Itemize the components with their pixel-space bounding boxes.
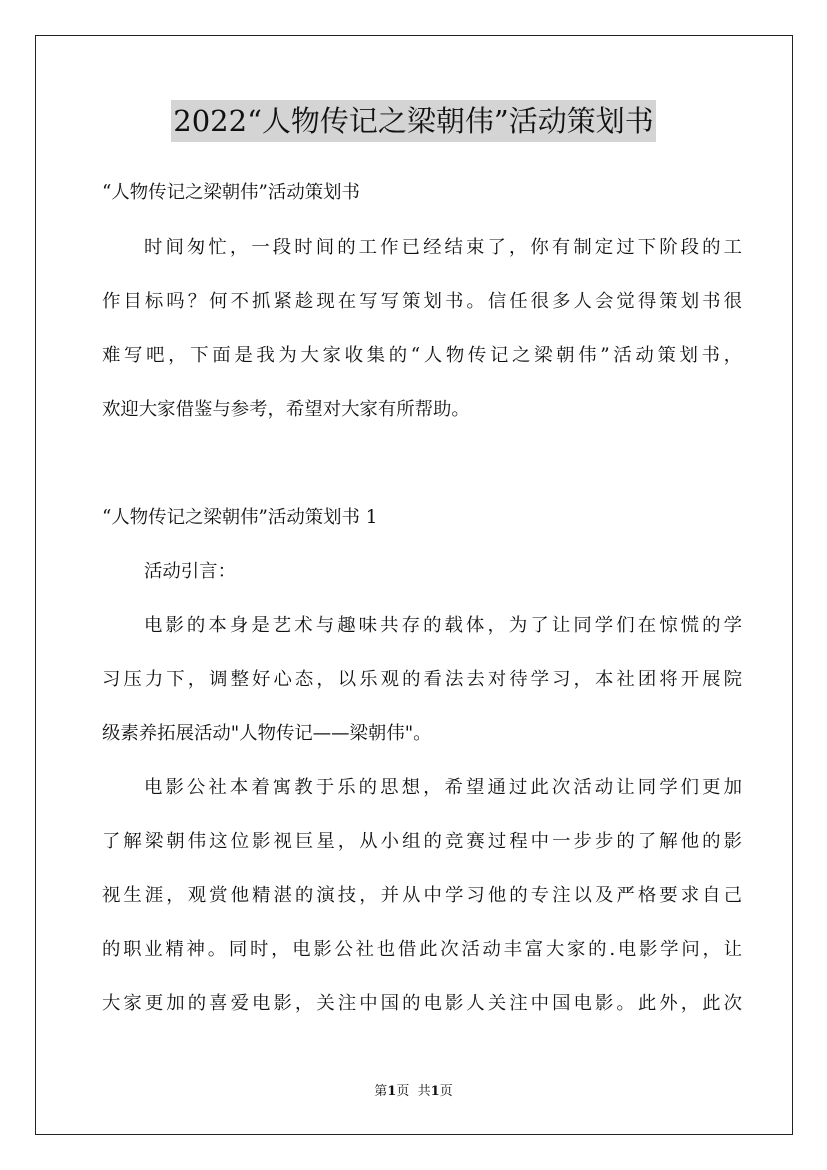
page-footer bbox=[0, 1083, 827, 1101]
para2-line-5: 大家更加的喜爱电影，关注中国的电影人关注中国电影。此外，此次 bbox=[102, 993, 742, 1014]
footer-page-suffix: 页 bbox=[396, 1084, 410, 1099]
para1-line-1: 电影的本身是艺术与趣味共存的载体，为了让同学们在惊慌的学 bbox=[144, 615, 742, 636]
para1-line-3: 级素养拓展活动"人物传记——梁朝伟"。 bbox=[102, 723, 432, 744]
intro-line-3: 难写吧，下面是我为大家收集的“人物传记之梁朝伟”活动策划书， bbox=[102, 345, 742, 366]
intro-line-1: 时间匆忙，一段时间的工作已经结束了，你有制定过下阶段的工 bbox=[144, 237, 742, 258]
intro-line-2: 作目标吗？何不抓紧趁现在写写策划书。信任很多人会觉得策划书很 bbox=[102, 291, 742, 312]
footer-total-number: 1 bbox=[430, 1084, 440, 1099]
para2-line-2: 了解梁朝伟这位影视巨星，从小组的竞赛过程中一步步的了解他的影 bbox=[102, 831, 742, 852]
intro-line-4: 欢迎大家借鉴与参考，希望对大家有所帮助。 bbox=[102, 399, 470, 420]
document-title: 2022“人物传记之梁朝伟”活动策划书 bbox=[171, 100, 655, 142]
section-label: 活动引言： bbox=[144, 561, 236, 582]
section-heading: “人物传记之梁朝伟”活动策划书 1 bbox=[102, 507, 378, 528]
footer-total-suffix: 页 bbox=[439, 1084, 453, 1099]
para2-line-3: 视生涯，观赏他精湛的演技，并从中学习他的专注以及严格要求自己 bbox=[102, 885, 742, 906]
footer-total-prefix: 共 bbox=[417, 1084, 431, 1099]
footer-page-prefix: 第 bbox=[374, 1084, 388, 1099]
footer-page-number: 1 bbox=[387, 1084, 397, 1099]
title-wrap bbox=[0, 100, 827, 142]
para1-line-2: 习压力下，调整好心态，以乐观的看法去对待学习，本社团将开展院 bbox=[102, 669, 742, 690]
para2-line-4: 的职业精神。同时，电影公社也借此次活动丰富大家的.电影学问，让 bbox=[102, 939, 742, 960]
para2-line-1: 电影公社本着寓教于乐的思想，希望通过此次活动让同学们更加 bbox=[144, 777, 742, 798]
subtitle: “人物传记之梁朝伟”活动策划书 bbox=[102, 182, 360, 203]
